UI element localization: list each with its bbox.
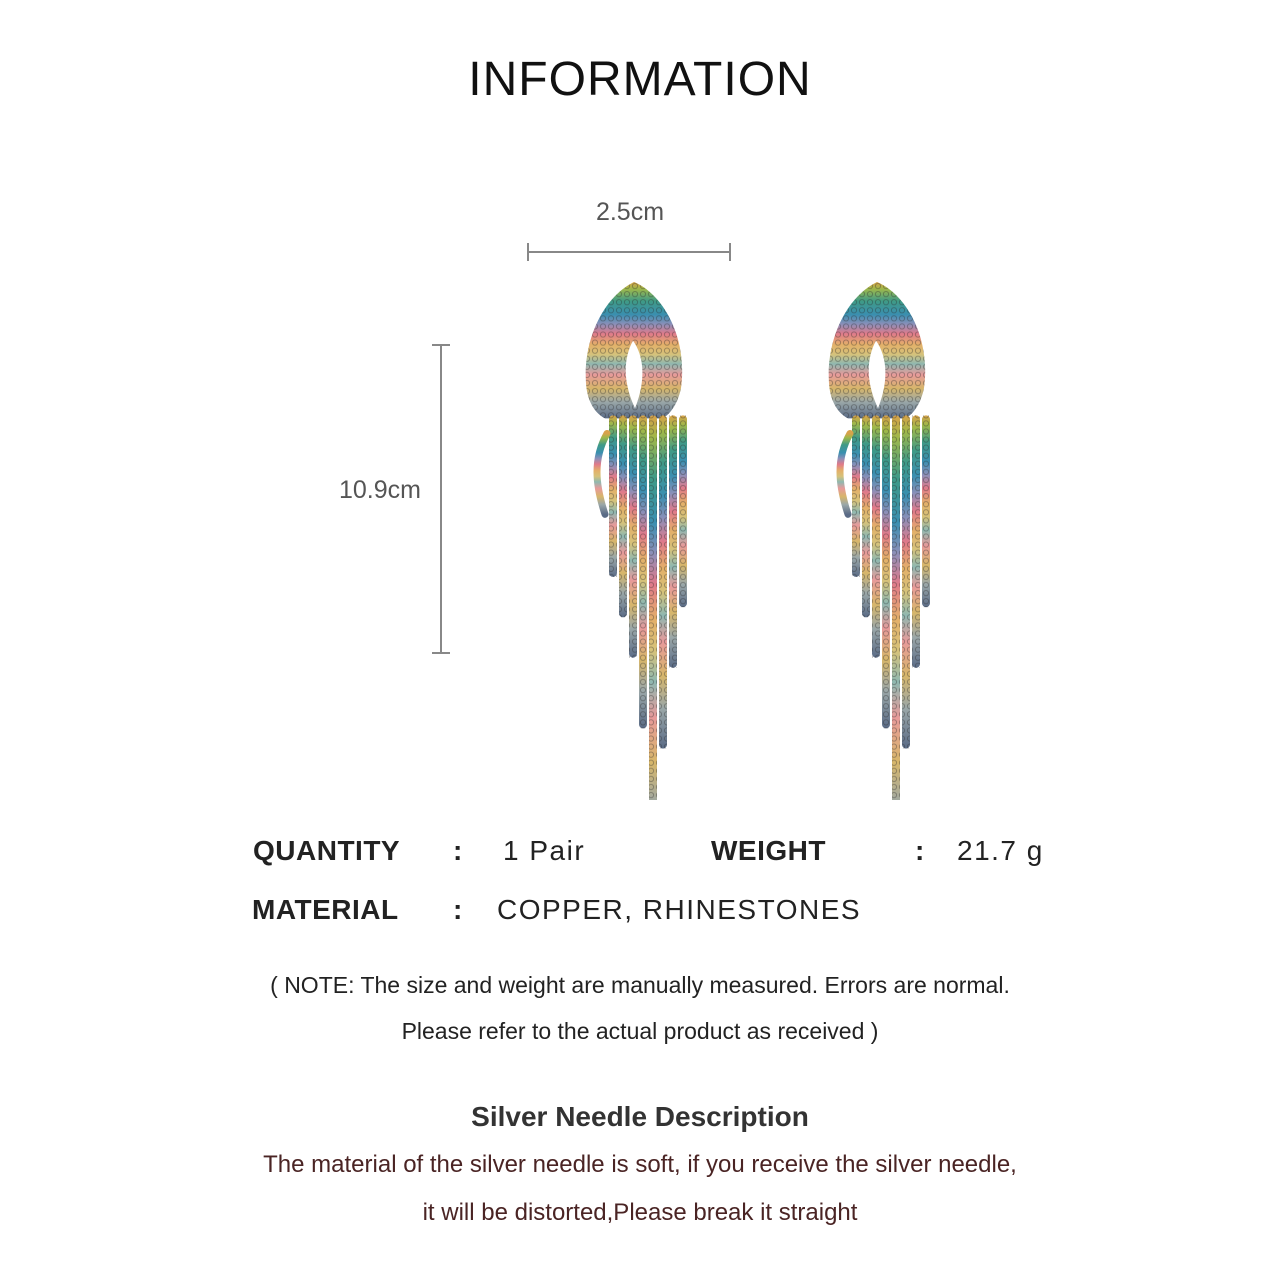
material-value: COPPER, RHINESTONES	[497, 894, 862, 925]
width-ruler	[528, 243, 730, 261]
weight-label: WEIGHT	[711, 835, 826, 866]
note-line-1: ( NOTE: The size and weight are manually measured. Errors are normal.	[270, 972, 1010, 998]
height-ruler	[432, 345, 450, 653]
weight-separator: :	[915, 835, 925, 866]
earring-left	[586, 282, 687, 800]
note-line-2: Please refer to the actual product as received )	[401, 1018, 879, 1044]
width-dimension-label: 2.5cm	[595, 198, 665, 226]
material-label: MATERIAL	[252, 894, 399, 925]
silver-needle-title: Silver Needle Description	[471, 1101, 809, 1132]
quantity-separator: :	[453, 835, 463, 866]
height-dimension-label: 10.9cm	[339, 476, 421, 504]
silver-needle-line-2: it will be distorted,Please break it straight	[422, 1199, 858, 1226]
material-separator: :	[453, 894, 463, 925]
silver-needle-line-1: The material of the silver needle is soft, if you receive the silver needle,	[263, 1151, 1017, 1178]
weight-value: 21.7 g	[957, 835, 1044, 866]
quantity-label: QUANTITY	[253, 835, 401, 866]
earring-right	[829, 282, 930, 800]
quantity-value: 1 Pair	[503, 835, 586, 866]
page-title: INFORMATION	[468, 53, 812, 106]
